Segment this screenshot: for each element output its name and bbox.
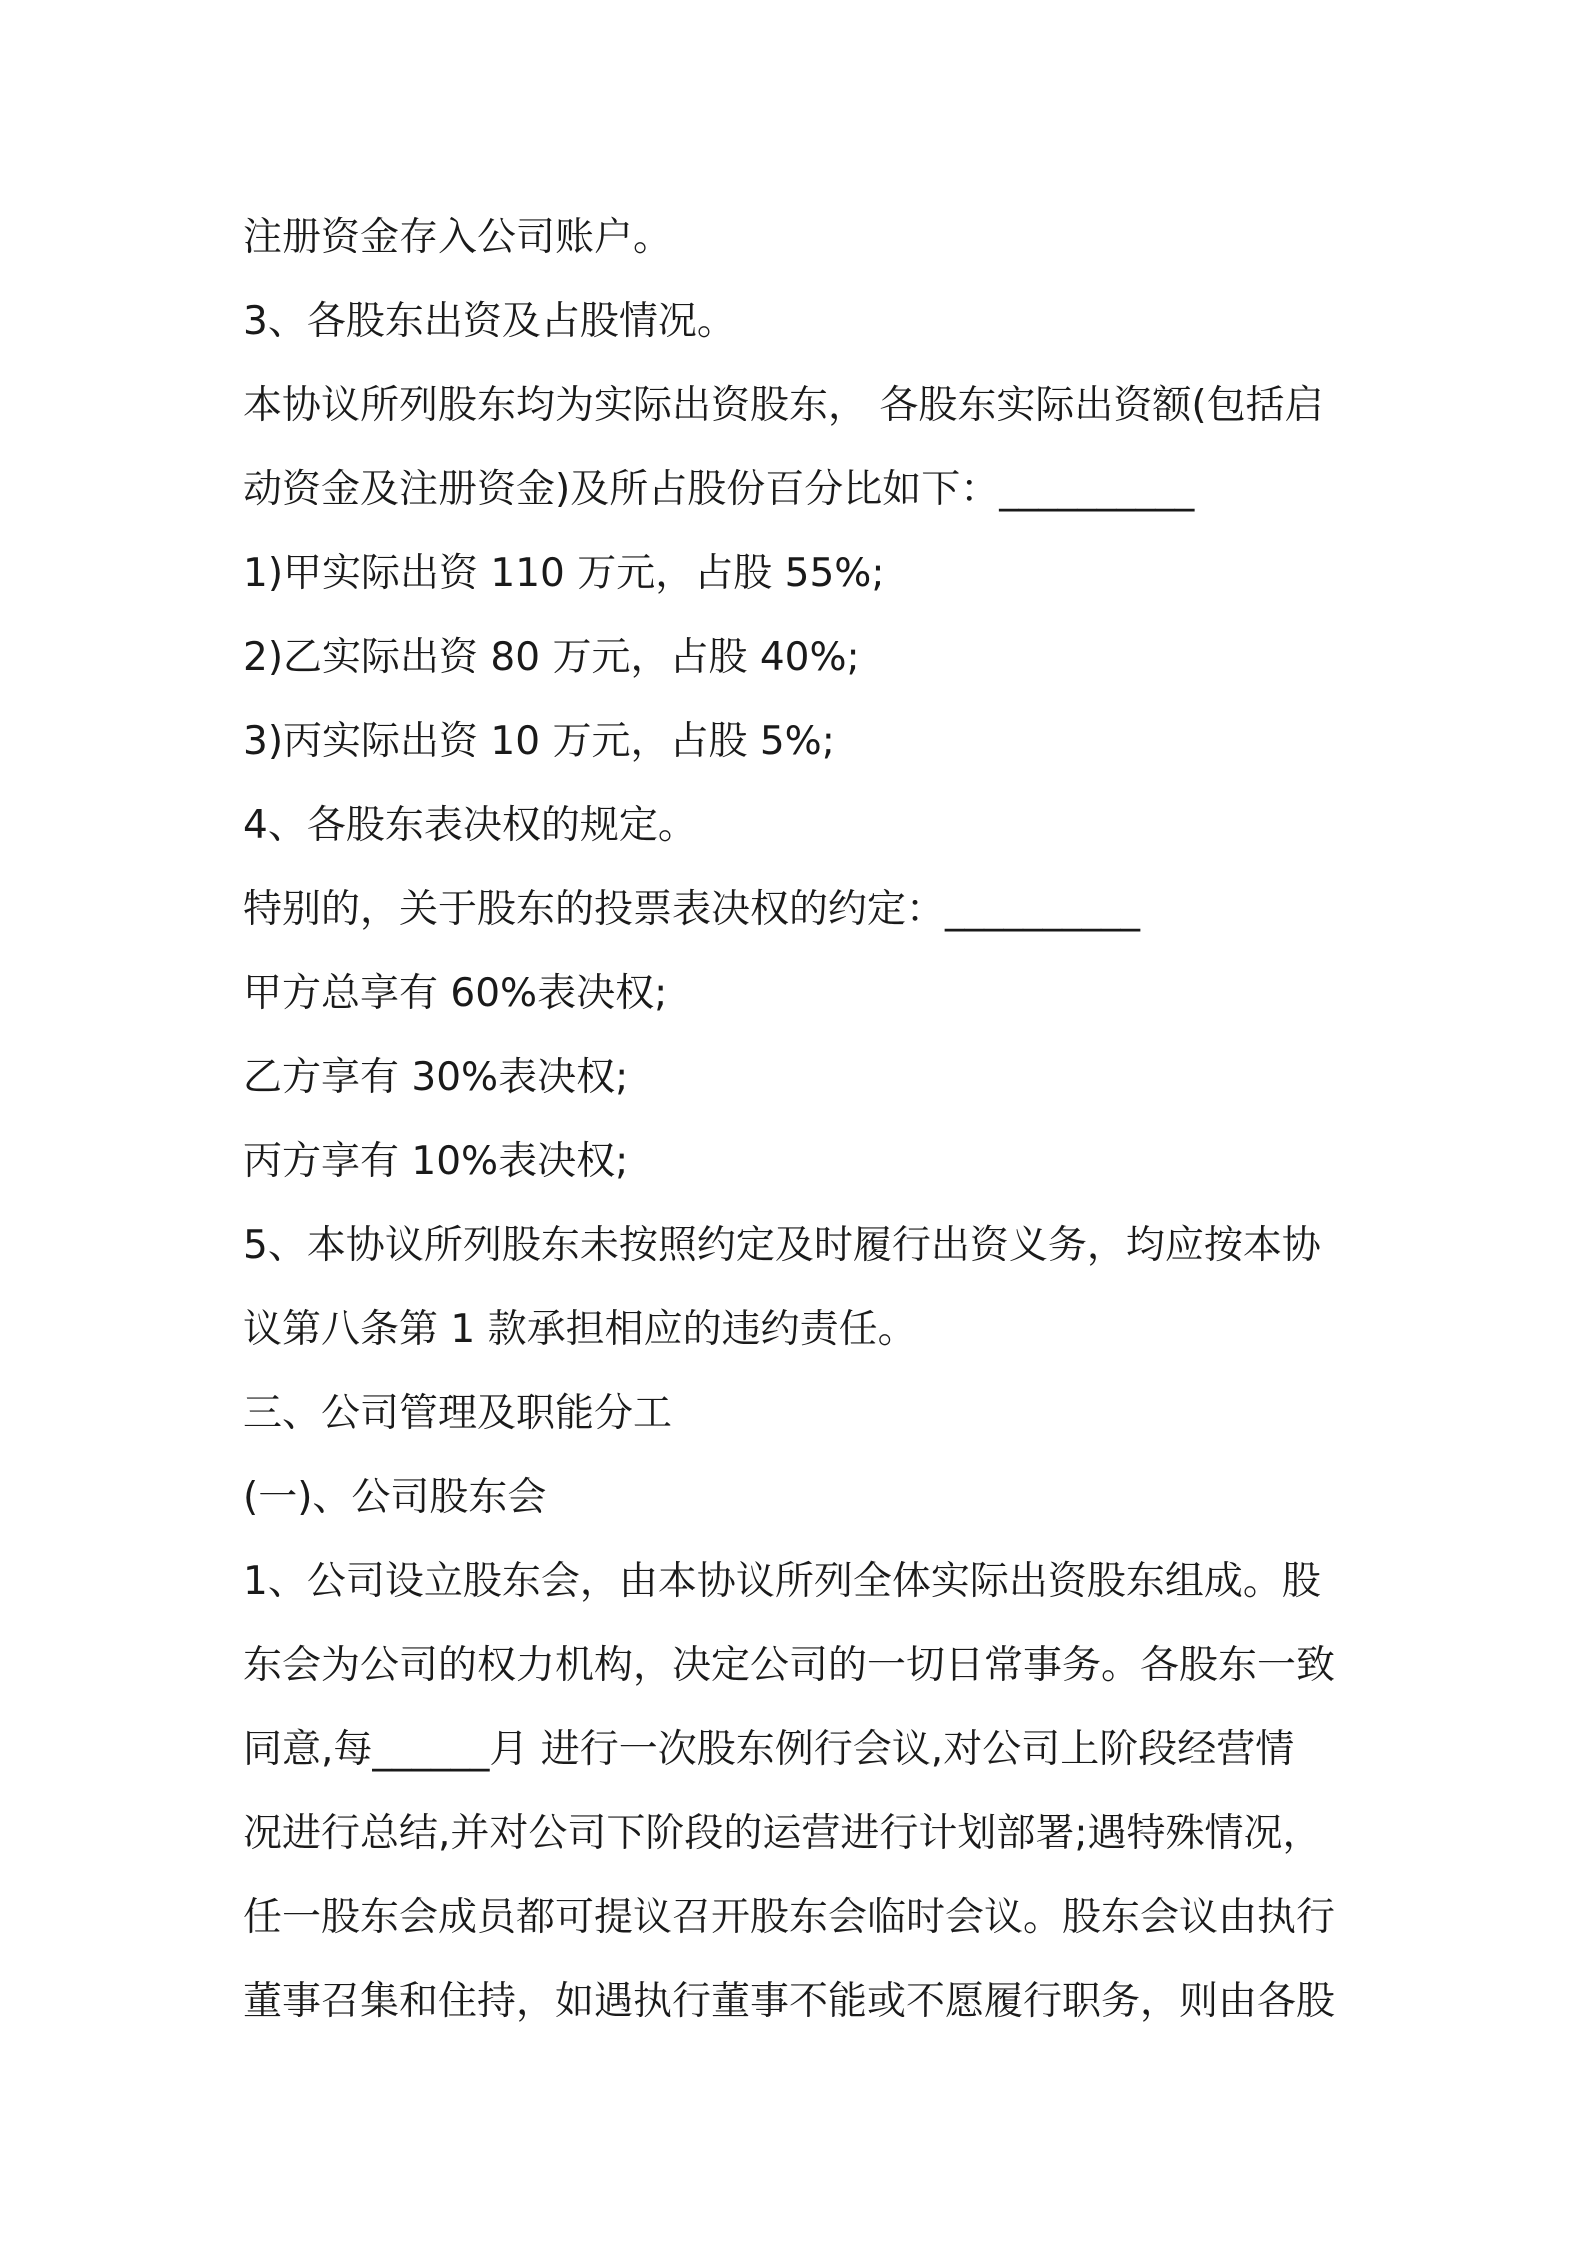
text-line: 注册资金存入公司账户。 bbox=[243, 215, 673, 260]
list-item: 甲方总享有 60%表决权; bbox=[243, 971, 668, 1016]
text-line: 东会为公司的权力机构，决定公司的一切日常事务。各股东一致 bbox=[243, 1643, 1336, 1688]
chapter-heading: 三、公司管理及职能分工 bbox=[243, 1391, 673, 1436]
list-item: 3)丙实际出资 10 万元，占股 5%; bbox=[243, 719, 835, 764]
section-heading: 4、各股东表决权的规定。 bbox=[243, 803, 697, 848]
subsection-heading: (一)、公司股东会 bbox=[243, 1475, 547, 1520]
text-line: 本协议所列股东均为实际出资股东， 各股东实际出资额(包括启 bbox=[243, 383, 1324, 428]
text-line: 动资金及注册资金)及所占股份百分比如下：__________ bbox=[243, 467, 1195, 512]
text-line: 同意,每______月 进行一次股东例行会议,对公司上阶段经营情 bbox=[243, 1727, 1295, 1772]
document-body bbox=[243, 196, 1363, 2044]
text-line: 特别的，关于股东的投票表决权的约定：__________ bbox=[243, 887, 1141, 932]
text-line: 董事召集和住持，如遇执行董事不能或不愿履行职务，则由各股 bbox=[243, 1979, 1336, 2024]
text-line: 5、本协议所列股东未按照约定及时履行出资义务，均应按本协 bbox=[243, 1223, 1321, 1268]
text-line: 议第八条第 1 款承担相应的违约责任。 bbox=[243, 1307, 917, 1352]
list-item: 乙方享有 30%表决权; bbox=[243, 1055, 629, 1100]
text-line: 任一股东会成员都可提议召开股东会临时会议。股东会议由执行 bbox=[243, 1895, 1336, 1940]
text-line: 1、公司设立股东会，由本协议所列全体实际出资股东组成。股 bbox=[243, 1559, 1321, 1604]
list-item: 1)甲实际出资 110 万元，占股 55%; bbox=[243, 551, 885, 596]
section-heading: 3、各股东出资及占股情况。 bbox=[243, 299, 736, 344]
list-item: 2)乙实际出资 80 万元，占股 40%; bbox=[243, 635, 860, 680]
text-line: 况进行总结,并对公司下阶段的运营进行计划部署;遇特殊情况， bbox=[243, 1811, 1322, 1856]
list-item: 丙方享有 10%表决权; bbox=[243, 1139, 629, 1184]
